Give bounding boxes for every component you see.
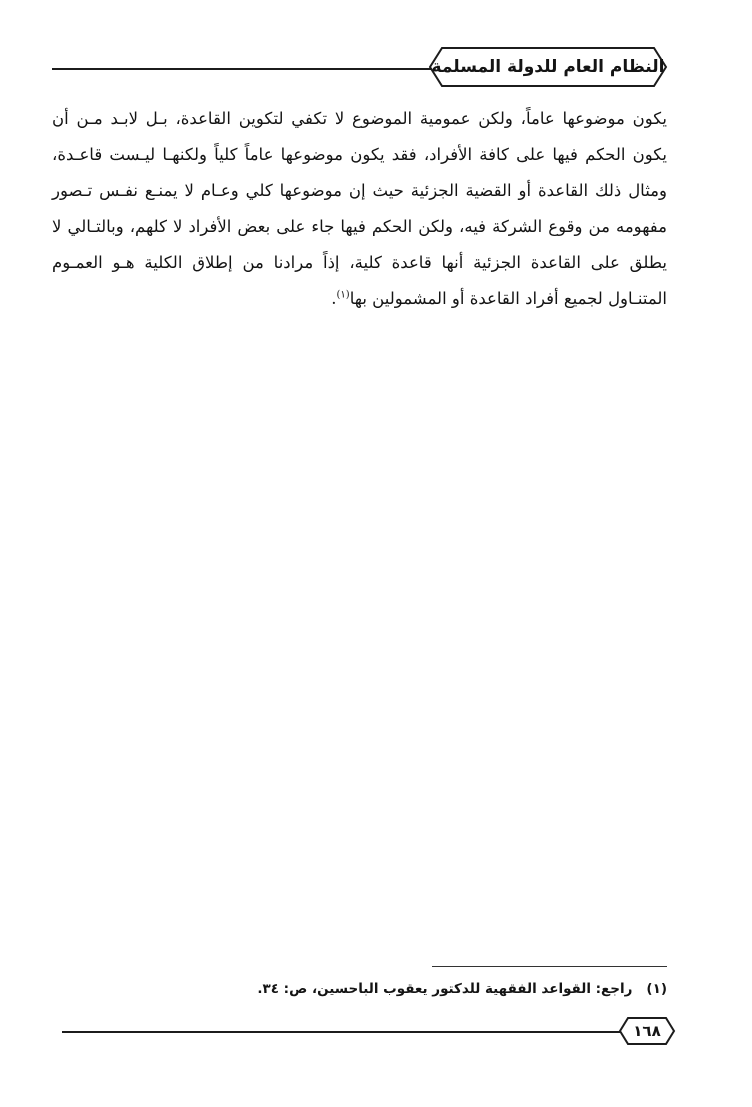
footnote-text: راجع: القواعد الفقهية للدكتور يعقوب الباحسين، ص: ٣٤. bbox=[257, 981, 633, 997]
running-header bbox=[428, 46, 668, 88]
page-number: ١٦٨ bbox=[633, 1022, 661, 1040]
footer-rule bbox=[62, 1031, 632, 1033]
header-title: النظام العام للدولة المسلمة bbox=[431, 57, 665, 77]
page-number-badge bbox=[618, 1016, 676, 1046]
footnote-number: (١) bbox=[646, 981, 667, 997]
end-mark: . bbox=[331, 289, 337, 308]
footnote bbox=[250, 981, 667, 997]
footnote-separator bbox=[432, 966, 667, 967]
footnote-reference: (١) bbox=[336, 289, 350, 301]
body-paragraph bbox=[52, 101, 667, 317]
body-text: يكون موضوعها عاماً، ولكن عمومية الموضوع لا تكفي لتكوين القاعدة، بـل لابـد مـن أن يكون الحكم فيها على كافة الأفراد، فقد يكون موضوعها عاماً كلياً ولكنهـا ليـست قاعـدة، ومثال ذلك القاعدة أو القضية الجزئية حيث إن موضوعها كلي وعـام لا يمنـع نفـس تـصور مفهومه من وقوع الشركة فيه، ولكن الحكم فيها جاء على بعض الأفراد لا كلهم، وبالتـالي لا يطلق على القاعدة الجزئية أنها قاعدة كلية، إذاً مرادنا من إطلاق الكلية هـو العمـوم المتنـاول لجميع أفراد القاعدة أو المشمولين بها bbox=[52, 109, 667, 308]
header-rule bbox=[52, 68, 437, 70]
